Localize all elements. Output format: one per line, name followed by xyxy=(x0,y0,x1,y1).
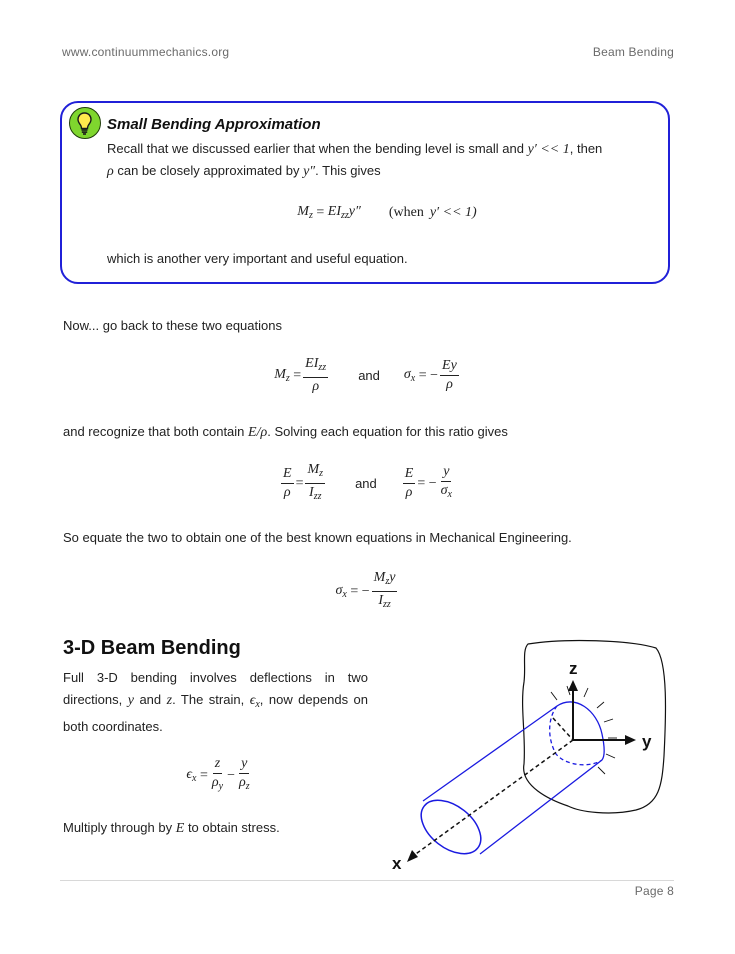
site-url: www.continuummechanics.org xyxy=(62,45,230,59)
and-label: and xyxy=(355,476,377,491)
axes xyxy=(413,686,626,856)
axis-label-x: x xyxy=(392,854,402,873)
wall-outline xyxy=(523,641,666,813)
z-axis-arrowhead xyxy=(568,680,578,691)
axis-label-z: z xyxy=(569,659,578,678)
section-heading: 3-D Beam Bending xyxy=(63,637,241,659)
running-title: Beam Bending xyxy=(592,45,674,59)
beam-cylinder xyxy=(411,702,604,865)
section-paragraph-2: Multiply through by E to obtain stress. xyxy=(63,820,280,836)
ratio-equations: $\frac{E}{\rho}$ = $\frac{M_z}{I_{zz}}$ and $\frac{E}{\rho}$ = − $\frac{y}{\sigma_x}$ xyxy=(283,462,452,502)
callout-text-line-1: Recall that we discussed earlier that when the bending level is small and y′ << 1, then xyxy=(107,141,603,157)
lightbulb-icon xyxy=(69,107,101,139)
page-number: Page 8 xyxy=(634,884,674,898)
y-axis-arrowhead xyxy=(625,735,636,745)
and-label: and xyxy=(358,368,380,383)
body-paragraph-2: and recognize that both contain E/ρ. Solving each equation for this ratio gives xyxy=(63,424,508,440)
flexure-formula: $\sigma_x$ = − $\frac{M_zy}{I_{zz}}$ xyxy=(335,570,396,610)
axis-label-y: y xyxy=(642,732,652,751)
callout-closing-text: which is another very important and useful equation. xyxy=(107,251,408,266)
strain-equation: $\epsilon_x$ = $\frac{z}{\rho_y}$ − $\frac{y}{\rho_z}$ xyxy=(186,756,250,792)
beam-3d-figure xyxy=(380,636,690,876)
body-paragraph-1: Now... go back to these two equations xyxy=(63,318,282,333)
x-axis-arrowhead xyxy=(407,850,418,862)
body-paragraph-3: So equate the two to obtain one of the best known equations in Mechanical Engineering. xyxy=(63,530,572,545)
footer-divider xyxy=(60,880,674,881)
moment-stress-equations: $M_z$ = $\frac{EI_{zz}}{\rho}$ and $\sigma_x$ = − $\frac{Ey}{\rho}$ xyxy=(274,356,457,394)
small-bending-equation: $M_z$ = $EI_{zz}y''$ (when y′ << 1) xyxy=(297,204,477,221)
section-paragraph-1: Full 3-D bending involves deflections in two directions, y and z. The strain, $\epsilon_x$, now depends on both coordinates. xyxy=(63,670,368,734)
callout-text-line-2: ρ can be closely approximated by y″. This gives xyxy=(107,163,381,179)
wall-hatch xyxy=(551,686,617,774)
callout-title: Small Bending Approximation xyxy=(107,116,321,133)
